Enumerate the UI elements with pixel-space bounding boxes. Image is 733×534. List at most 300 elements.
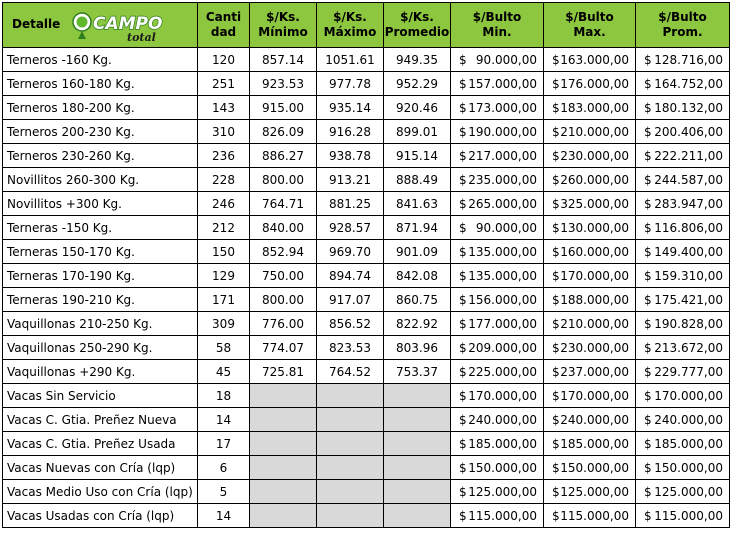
cell-ks-prom: 842.08: [384, 264, 451, 288]
money-value: 170.000,00: [560, 388, 629, 403]
cell-bulto-max: [544, 144, 636, 168]
cell-detalle: Vacas C. Gtia. Preñez Usada: [3, 432, 198, 456]
cell-detalle: Terneras 170-190 Kg.: [3, 264, 198, 288]
cell-bulto-min: [451, 384, 544, 408]
cell-cantidad: 212: [198, 216, 250, 240]
money-value: 240.000,00: [560, 412, 629, 427]
cell-ks-min: 840.00: [250, 216, 317, 240]
money-value: 173.000,00: [468, 100, 537, 115]
cell-ks-prom: 888.49: [384, 168, 451, 192]
cell-ks-min: [250, 432, 317, 456]
currency-symbol: $: [644, 460, 652, 475]
cell-bulto-prom: [636, 288, 730, 312]
cell-ks-max: 917.07: [317, 288, 384, 312]
logo-sub-text: total: [127, 31, 156, 44]
table-row: [3, 408, 730, 432]
cell-bulto-prom: [636, 408, 730, 432]
money-value: 237.000,00: [560, 364, 629, 379]
cell-bulto-max: [544, 168, 636, 192]
cell-bulto-min: [451, 456, 544, 480]
table-row: [3, 192, 730, 216]
cell-bulto-prom: [636, 96, 730, 120]
cell-ks-prom: [384, 384, 451, 408]
cell-ks-max: 938.78: [317, 144, 384, 168]
cell-ks-prom: 901.09: [384, 240, 451, 264]
cell-ks-prom: 753.37: [384, 360, 451, 384]
cell-detalle: Terneros 160-180 Kg.: [3, 72, 198, 96]
money-value: 135.000,00: [468, 268, 537, 283]
cell-bulto-min: [451, 312, 544, 336]
cell-bulto-prom: [636, 168, 730, 192]
cell-bulto-min: [451, 168, 544, 192]
money-value: 225.000,00: [468, 364, 537, 379]
money-value: 244.587,00: [654, 172, 723, 187]
currency-symbol: $: [644, 388, 652, 403]
cell-ks-prom: 860.75: [384, 288, 451, 312]
table-row: [3, 480, 730, 504]
table-row: [3, 96, 730, 120]
currency-symbol: $: [644, 292, 652, 307]
currency-symbol: $: [644, 220, 652, 235]
cell-ks-max: 935.14: [317, 96, 384, 120]
cell-bulto-max: [544, 432, 636, 456]
currency-symbol: $: [459, 508, 467, 523]
money-value: 128.716,00: [654, 52, 723, 67]
cell-ks-max: 928.57: [317, 216, 384, 240]
currency-symbol: $: [644, 52, 652, 67]
cell-bulto-max: [544, 360, 636, 384]
cell-ks-min: 915.00: [250, 96, 317, 120]
cell-ks-prom: [384, 432, 451, 456]
cell-bulto-max: [544, 504, 636, 528]
cell-cantidad: 6: [198, 456, 250, 480]
money-value: 210.000,00: [560, 316, 629, 331]
money-value: 116.806,00: [654, 220, 723, 235]
cell-cantidad: 18: [198, 384, 250, 408]
cell-cantidad: 310: [198, 120, 250, 144]
money-value: 240.000,00: [654, 412, 723, 427]
currency-symbol: $: [644, 100, 652, 115]
cell-bulto-prom: [636, 456, 730, 480]
money-value: 190.000,00: [468, 124, 537, 139]
money-value: 164.752,00: [654, 76, 723, 91]
currency-symbol: $: [552, 388, 560, 403]
cell-detalle: Terneros 200-230 Kg.: [3, 120, 198, 144]
cell-bulto-max: [544, 456, 636, 480]
money-value: 265.000,00: [468, 196, 537, 211]
table-row: [3, 216, 730, 240]
money-value: 150.000,00: [654, 460, 723, 475]
currency-symbol: $: [644, 484, 652, 499]
money-value: 156.000,00: [468, 292, 537, 307]
table-row: [3, 360, 730, 384]
cell-cantidad: 150: [198, 240, 250, 264]
logo-main-text: CAMPO: [93, 14, 163, 34]
cell-ks-min: 923.53: [250, 72, 317, 96]
cell-ks-max: 969.70: [317, 240, 384, 264]
cell-bulto-max: [544, 192, 636, 216]
money-value: 125.000,00: [560, 484, 629, 499]
cell-bulto-prom: [636, 336, 730, 360]
cell-ks-prom: 920.46: [384, 96, 451, 120]
currency-symbol: $: [552, 484, 560, 499]
currency-symbol: $: [552, 268, 560, 283]
cell-bulto-max: [544, 96, 636, 120]
cell-ks-prom: 841.63: [384, 192, 451, 216]
cell-bulto-min: [451, 120, 544, 144]
currency-symbol: $: [459, 292, 467, 307]
cell-ks-min: [250, 504, 317, 528]
money-value: 235.000,00: [468, 172, 537, 187]
money-value: 209.000,00: [468, 340, 537, 355]
currency-symbol: $: [644, 268, 652, 283]
currency-symbol: $: [552, 220, 560, 235]
cell-cantidad: 14: [198, 408, 250, 432]
cell-bulto-prom: [636, 360, 730, 384]
money-value: 188.000,00: [560, 292, 629, 307]
cell-cantidad: 45: [198, 360, 250, 384]
money-value: 229.777,00: [654, 364, 723, 379]
cell-ks-max: [317, 384, 384, 408]
currency-symbol: $: [459, 412, 467, 427]
header-ks-max: $/Ks. Máximo: [317, 3, 384, 48]
cell-bulto-prom: [636, 216, 730, 240]
cell-bulto-max: [544, 288, 636, 312]
cell-ks-max: 894.74: [317, 264, 384, 288]
cell-bulto-max: [544, 216, 636, 240]
cell-bulto-prom: [636, 192, 730, 216]
money-value: 115.000,00: [560, 508, 629, 523]
cell-ks-prom: 915.14: [384, 144, 451, 168]
cell-bulto-min: [451, 336, 544, 360]
money-value: 177.000,00: [468, 316, 537, 331]
cell-ks-max: [317, 408, 384, 432]
currency-symbol: $: [552, 244, 560, 259]
header-detalle: [3, 3, 198, 48]
currency-symbol: $: [552, 52, 560, 67]
cell-cantidad: 17: [198, 432, 250, 456]
cell-cantidad: 309: [198, 312, 250, 336]
currency-symbol: $: [644, 364, 652, 379]
currency-symbol: $: [459, 52, 467, 67]
currency-symbol: $: [459, 340, 467, 355]
cell-detalle: Vacas Sin Servicio: [3, 384, 198, 408]
header-bulto-max: $/Bulto Max.: [544, 3, 636, 48]
cell-cantidad: 129: [198, 264, 250, 288]
money-value: 185.000,00: [654, 436, 723, 451]
cell-bulto-min: [451, 240, 544, 264]
cell-bulto-max: [544, 480, 636, 504]
cell-ks-prom: [384, 504, 451, 528]
money-value: 150.000,00: [560, 460, 629, 475]
currency-symbol: $: [459, 388, 467, 403]
currency-symbol: $: [459, 316, 467, 331]
header-ks-min: $/Ks. Mínimo: [250, 3, 317, 48]
money-value: 170.000,00: [560, 268, 629, 283]
cell-detalle: Terneras 150-170 Kg.: [3, 240, 198, 264]
cell-ks-prom: 822.92: [384, 312, 451, 336]
money-value: 325.000,00: [560, 196, 629, 211]
currency-symbol: $: [459, 100, 467, 115]
money-value: 180.132,00: [654, 100, 723, 115]
currency-symbol: $: [459, 436, 467, 451]
cell-bulto-min: [451, 96, 544, 120]
currency-symbol: $: [459, 484, 467, 499]
cell-ks-min: [250, 408, 317, 432]
cell-ks-prom: [384, 480, 451, 504]
cell-bulto-prom: [636, 432, 730, 456]
cell-cantidad: 228: [198, 168, 250, 192]
cell-bulto-max: [544, 408, 636, 432]
cell-bulto-max: [544, 48, 636, 72]
currency-symbol: $: [552, 100, 560, 115]
money-value: 90.000,00: [475, 220, 537, 235]
money-value: 210.000,00: [560, 124, 629, 139]
currency-symbol: $: [644, 436, 652, 451]
money-value: 222.211,00: [654, 148, 723, 163]
money-value: 190.828,00: [654, 316, 723, 331]
cell-bulto-min: [451, 48, 544, 72]
currency-symbol: $: [552, 148, 560, 163]
cell-bulto-max: [544, 240, 636, 264]
table-row: [3, 336, 730, 360]
cell-detalle: Vacas C. Gtia. Preñez Nueva: [3, 408, 198, 432]
money-value: 115.000,00: [468, 508, 537, 523]
currency-symbol: $: [644, 76, 652, 91]
currency-symbol: $: [459, 76, 467, 91]
cell-cantidad: 143: [198, 96, 250, 120]
cell-ks-max: [317, 432, 384, 456]
table-row: [3, 48, 730, 72]
currency-symbol: $: [644, 508, 652, 523]
currency-symbol: $: [459, 244, 467, 259]
money-value: 170.000,00: [654, 388, 723, 403]
money-value: 200.406,00: [654, 124, 723, 139]
cell-bulto-min: [451, 264, 544, 288]
money-value: 185.000,00: [468, 436, 537, 451]
campo-total-logo: [69, 9, 163, 45]
header-detalle-label: Detalle: [12, 17, 61, 31]
cell-bulto-min: [451, 432, 544, 456]
cell-bulto-prom: [636, 384, 730, 408]
cell-bulto-prom: [636, 144, 730, 168]
cell-detalle: Vaquillonas +290 Kg.: [3, 360, 198, 384]
cattle-price-table: [2, 2, 730, 528]
cell-bulto-prom: [636, 264, 730, 288]
table-row: [3, 120, 730, 144]
cell-detalle: Terneros 180-200 Kg.: [3, 96, 198, 120]
money-value: 135.000,00: [468, 244, 537, 259]
cell-detalle: Terneras 190-210 Kg.: [3, 288, 198, 312]
money-value: 176.000,00: [560, 76, 629, 91]
cell-ks-min: 800.00: [250, 288, 317, 312]
cell-ks-min: 764.71: [250, 192, 317, 216]
cell-ks-max: [317, 456, 384, 480]
cell-detalle: Terneros 230-260 Kg.: [3, 144, 198, 168]
currency-symbol: $: [644, 148, 652, 163]
cell-ks-min: [250, 384, 317, 408]
cell-ks-prom: 949.35: [384, 48, 451, 72]
currency-symbol: $: [644, 172, 652, 187]
cell-ks-min: 776.00: [250, 312, 317, 336]
cell-ks-max: 916.28: [317, 120, 384, 144]
cell-ks-max: 856.52: [317, 312, 384, 336]
money-value: 283.947,00: [654, 196, 723, 211]
cell-ks-max: [317, 504, 384, 528]
money-value: 213.672,00: [654, 340, 723, 355]
cell-detalle: Terneras -150 Kg.: [3, 216, 198, 240]
cell-bulto-min: [451, 480, 544, 504]
cell-ks-max: 913.21: [317, 168, 384, 192]
money-value: 185.000,00: [560, 436, 629, 451]
money-value: 90.000,00: [475, 52, 537, 67]
header-row: [3, 3, 730, 48]
cell-bulto-max: [544, 336, 636, 360]
cell-detalle: Vacas Usadas con Cría (lqp): [3, 504, 198, 528]
cell-bulto-prom: [636, 480, 730, 504]
cell-cantidad: 120: [198, 48, 250, 72]
money-value: 175.421,00: [654, 292, 723, 307]
header-bulto-min: $/Bulto Min.: [451, 3, 544, 48]
cell-bulto-max: [544, 312, 636, 336]
cell-bulto-min: [451, 216, 544, 240]
cell-bulto-prom: [636, 312, 730, 336]
cell-ks-min: 886.27: [250, 144, 317, 168]
money-value: 170.000,00: [468, 388, 537, 403]
currency-symbol: $: [644, 412, 652, 427]
cell-ks-prom: 803.96: [384, 336, 451, 360]
cell-ks-min: 857.14: [250, 48, 317, 72]
cell-bulto-min: [451, 288, 544, 312]
table-row: [3, 240, 730, 264]
cell-ks-max: 823.53: [317, 336, 384, 360]
money-value: 163.000,00: [560, 52, 629, 67]
cell-bulto-max: [544, 264, 636, 288]
currency-symbol: $: [552, 436, 560, 451]
currency-symbol: $: [644, 316, 652, 331]
currency-symbol: $: [552, 196, 560, 211]
money-value: 183.000,00: [560, 100, 629, 115]
money-value: 240.000,00: [468, 412, 537, 427]
cell-cantidad: 5: [198, 480, 250, 504]
currency-symbol: $: [459, 220, 467, 235]
currency-symbol: $: [552, 316, 560, 331]
cell-ks-prom: 952.29: [384, 72, 451, 96]
table-row: [3, 264, 730, 288]
table-row: [3, 312, 730, 336]
cell-bulto-prom: [636, 72, 730, 96]
cell-detalle: Vacas Medio Uso con Cría (lqp): [3, 480, 198, 504]
cell-ks-max: [317, 480, 384, 504]
money-value: 115.000,00: [654, 508, 723, 523]
table-row: [3, 168, 730, 192]
currency-symbol: $: [644, 196, 652, 211]
currency-symbol: $: [459, 172, 467, 187]
currency-symbol: $: [459, 460, 467, 475]
cell-bulto-prom: [636, 120, 730, 144]
cell-cantidad: 251: [198, 72, 250, 96]
table-row: [3, 456, 730, 480]
cell-detalle: Vaquillonas 210-250 Kg.: [3, 312, 198, 336]
cell-cantidad: 236: [198, 144, 250, 168]
cell-cantidad: 58: [198, 336, 250, 360]
table-row: [3, 504, 730, 528]
cell-bulto-prom: [636, 240, 730, 264]
cell-ks-prom: 871.94: [384, 216, 451, 240]
cell-bulto-max: [544, 72, 636, 96]
currency-symbol: $: [644, 244, 652, 259]
cell-ks-prom: [384, 456, 451, 480]
header-ks-prom: $/Ks. Promedio: [384, 3, 451, 48]
money-value: 230.000,00: [560, 148, 629, 163]
cell-ks-max: 977.78: [317, 72, 384, 96]
cell-bulto-min: [451, 72, 544, 96]
money-value: 130.000,00: [560, 220, 629, 235]
currency-symbol: $: [459, 196, 467, 211]
money-value: 157.000,00: [468, 76, 537, 91]
cell-ks-prom: 899.01: [384, 120, 451, 144]
money-value: 160.000,00: [560, 244, 629, 259]
money-value: 217.000,00: [468, 148, 537, 163]
table-row: [3, 432, 730, 456]
cell-bulto-min: [451, 408, 544, 432]
cell-bulto-prom: [636, 48, 730, 72]
cell-ks-min: 725.81: [250, 360, 317, 384]
cell-cantidad: 246: [198, 192, 250, 216]
money-value: 125.000,00: [468, 484, 537, 499]
currency-symbol: $: [552, 76, 560, 91]
cell-ks-max: 764.52: [317, 360, 384, 384]
currency-symbol: $: [552, 172, 560, 187]
header-bulto-prom: $/Bulto Prom.: [636, 3, 730, 48]
currency-symbol: $: [644, 124, 652, 139]
money-value: 149.400,00: [654, 244, 723, 259]
cell-detalle: Vacas Nuevas con Cría (lqp): [3, 456, 198, 480]
cell-bulto-min: [451, 360, 544, 384]
table-row: [3, 72, 730, 96]
cell-ks-min: 800.00: [250, 168, 317, 192]
cell-ks-min: 774.07: [250, 336, 317, 360]
currency-symbol: $: [644, 340, 652, 355]
money-value: 150.000,00: [468, 460, 537, 475]
currency-symbol: $: [552, 508, 560, 523]
currency-symbol: $: [459, 148, 467, 163]
currency-symbol: $: [552, 124, 560, 139]
cell-bulto-min: [451, 504, 544, 528]
currency-symbol: $: [552, 412, 560, 427]
money-value: 230.000,00: [560, 340, 629, 355]
currency-symbol: $: [459, 124, 467, 139]
cell-cantidad: 171: [198, 288, 250, 312]
money-value: 159.310,00: [654, 268, 723, 283]
currency-symbol: $: [459, 268, 467, 283]
cell-detalle: Terneros -160 Kg.: [3, 48, 198, 72]
currency-symbol: $: [552, 340, 560, 355]
cell-ks-min: [250, 456, 317, 480]
cell-bulto-min: [451, 144, 544, 168]
cell-ks-min: 826.09: [250, 120, 317, 144]
table-row: [3, 384, 730, 408]
cell-ks-min: 750.00: [250, 264, 317, 288]
cell-ks-prom: [384, 408, 451, 432]
table-body: [3, 48, 730, 528]
cell-bulto-max: [544, 384, 636, 408]
cell-detalle: Novillitos +300 Kg.: [3, 192, 198, 216]
table-row: [3, 144, 730, 168]
cell-bulto-min: [451, 192, 544, 216]
cell-ks-min: 852.94: [250, 240, 317, 264]
header-cantidad: Canti dad: [198, 3, 250, 48]
